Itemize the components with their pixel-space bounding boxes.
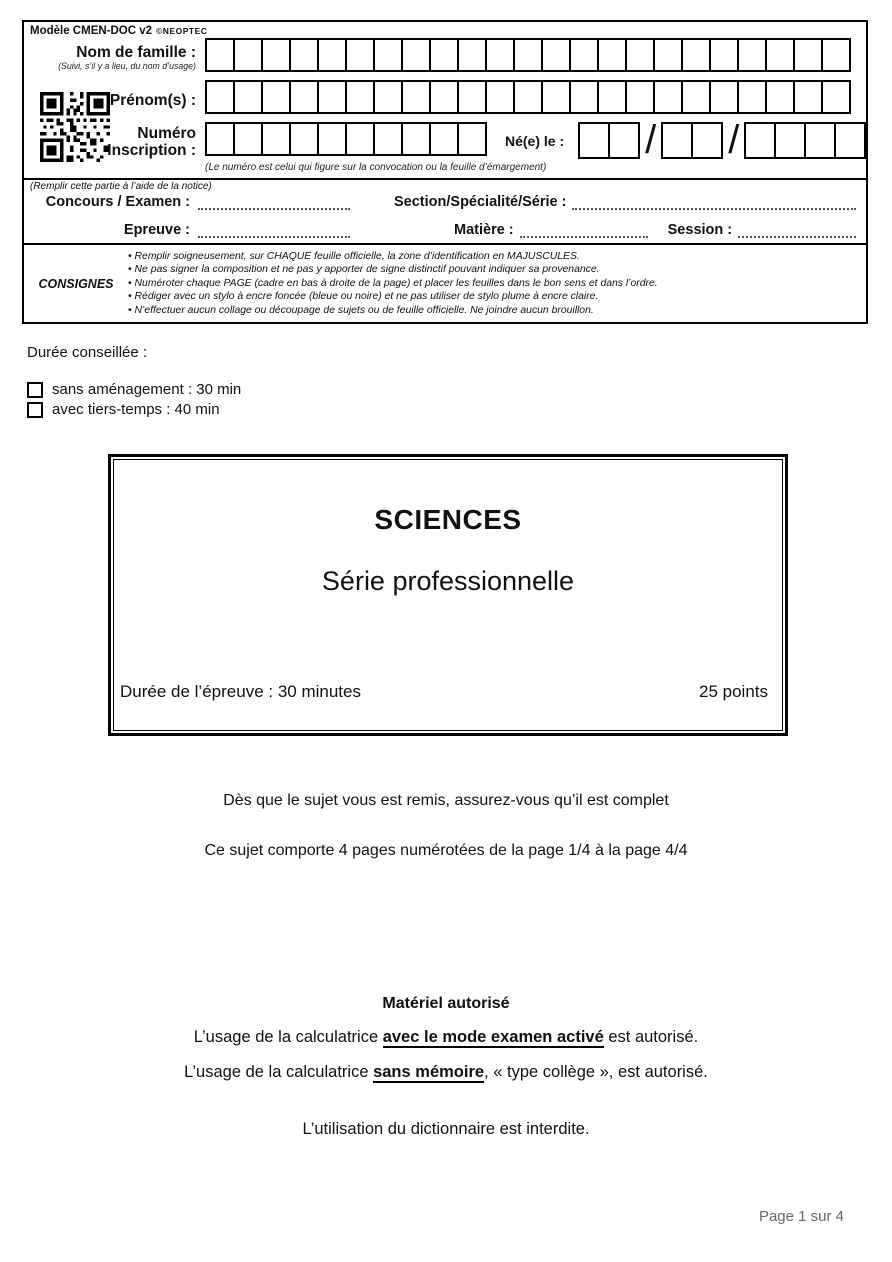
char-box[interactable] <box>821 38 851 72</box>
char-box[interactable] <box>569 38 599 72</box>
char-box[interactable] <box>261 80 291 114</box>
name-box-row <box>205 38 851 72</box>
dictionary-notice: L’utilisation du dictionnaire est interdite. <box>302 1120 590 1138</box>
consigne-item: • Remplir soigneusement, sur CHAQUE feuille officielle, la zone d’identification en MAJUSCULES. <box>128 250 860 263</box>
exam-duration: Durée de l’épreuve : 30 minutes <box>120 682 361 701</box>
form-model-label <box>30 25 207 37</box>
page-indicator: Page 1 sur 4 <box>758 1208 844 1225</box>
identity-section <box>22 20 868 180</box>
number-box-group <box>205 122 487 159</box>
char-box[interactable] <box>661 122 693 159</box>
consigne-item: • Numéroter chaque PAGE (cadre en bas à droite de la page) et placer les feuilles dans le bon sens et dans l’ordre. <box>128 277 860 290</box>
char-box[interactable] <box>429 80 459 114</box>
concours-field[interactable] <box>198 196 350 210</box>
char-box[interactable] <box>793 80 823 114</box>
matiere-field[interactable] <box>520 224 648 238</box>
char-box[interactable] <box>578 122 610 159</box>
char-box[interactable] <box>793 38 823 72</box>
firstname-label-block <box>24 92 196 109</box>
char-box[interactable] <box>765 80 795 114</box>
char-box[interactable] <box>457 122 487 156</box>
char-box[interactable] <box>401 122 431 156</box>
number-birth-row <box>205 118 866 162</box>
subject-box-inner <box>113 459 783 731</box>
checkbox-sans-amenagement[interactable] <box>27 382 43 398</box>
char-box[interactable] <box>401 80 431 114</box>
char-box[interactable] <box>233 38 263 72</box>
exam-info-section <box>22 178 868 245</box>
char-box[interactable] <box>709 38 739 72</box>
epreuve-field[interactable] <box>198 224 350 238</box>
char-box[interactable] <box>345 80 375 114</box>
materials-line1-pre: L’usage de la calculatrice <box>193 1028 383 1046</box>
consignes-label: CONSIGNES <box>38 276 114 291</box>
subject-title: SCIENCES <box>374 504 522 535</box>
char-box[interactable] <box>373 80 403 114</box>
birth-day-group <box>578 122 640 159</box>
notice-pages: Ce sujet comporte 4 pages numérotées de la page 1/4 à la page 4/4 <box>204 842 688 859</box>
subject-meta-row <box>114 682 782 730</box>
materials-line1-post: est autorisé. <box>603 1028 699 1046</box>
char-box[interactable] <box>289 122 319 156</box>
number-label-line2: Inscription : <box>107 142 196 160</box>
char-box[interactable] <box>737 38 767 72</box>
char-box[interactable] <box>774 122 806 159</box>
char-box[interactable] <box>401 38 431 72</box>
char-box[interactable] <box>373 122 403 156</box>
char-box[interactable] <box>345 38 375 72</box>
birth-month-group <box>661 122 723 159</box>
section-field[interactable] <box>572 196 856 210</box>
materials-line2-strong: sans mémoire <box>373 1063 485 1081</box>
epreuve-label: Epreuve : <box>123 222 190 238</box>
char-box[interactable] <box>289 80 319 114</box>
duration-option-2-label: avec tiers-temps : 40 min <box>52 401 220 418</box>
duration-title: Durée conseillée : <box>27 344 148 361</box>
firstname-label: Prénom(s) : <box>109 92 196 109</box>
form-model-name: Modèle CMEN-DOC v2 <box>30 25 153 37</box>
char-box[interactable] <box>317 80 347 114</box>
date-slash: / <box>645 118 657 162</box>
char-box[interactable] <box>744 122 776 159</box>
char-box[interactable] <box>541 38 571 72</box>
number-note: (Le numéro est celui qui figure sur la convocation ou la feuille d’émargement) <box>205 162 547 173</box>
birth-year-group <box>744 122 866 159</box>
fill-note: (Remplir cette partie à l’aide de la notice) <box>30 181 212 192</box>
born-label: Né(e) le : <box>505 132 565 149</box>
consigne-item: • Ne pas signer la composition et ne pas y apporter de signe distinctif pouvant indiquer sa provenance. <box>128 263 860 276</box>
char-box[interactable] <box>821 80 851 114</box>
matiere-label: Matière : <box>454 222 514 238</box>
char-box[interactable] <box>709 80 739 114</box>
char-box[interactable] <box>541 80 571 114</box>
materials-line-2 <box>0 1063 892 1082</box>
char-box[interactable] <box>608 122 640 159</box>
materials-line1-strong: avec le mode examen activé <box>382 1028 604 1046</box>
duration-option-2 <box>27 401 220 418</box>
session-field[interactable] <box>738 224 856 238</box>
section-label: Section/Spécialité/Série : <box>394 194 567 210</box>
char-box[interactable] <box>681 80 711 114</box>
date-slash: / <box>728 118 740 162</box>
form-model-brand: ©NEOPTEC <box>156 26 208 36</box>
char-box[interactable] <box>569 80 599 114</box>
char-box[interactable] <box>737 80 767 114</box>
materials-title: Matériel autorisé <box>382 995 510 1012</box>
char-box[interactable] <box>429 122 459 156</box>
duration-option-1 <box>27 381 241 398</box>
name-label: Nom de famille : <box>76 44 196 61</box>
char-box[interactable] <box>233 122 263 156</box>
char-box[interactable] <box>317 122 347 156</box>
char-box[interactable] <box>233 80 263 114</box>
char-box[interactable] <box>625 38 655 72</box>
char-box[interactable] <box>625 80 655 114</box>
char-box[interactable] <box>373 38 403 72</box>
number-label-block <box>24 125 196 160</box>
char-box[interactable] <box>513 80 543 114</box>
char-box[interactable] <box>457 38 487 72</box>
consigne-item: • N’effectuer aucun collage ou découpage de sujets ou de feuille officielle. Ne joindre aucun brouillon. <box>128 304 860 317</box>
checkbox-avec-tiers-temps[interactable] <box>27 402 43 418</box>
exam-points: 25 points <box>699 682 768 701</box>
materials-line-1 <box>0 1028 892 1047</box>
char-box[interactable] <box>804 122 836 159</box>
exam-row-2 <box>30 222 856 238</box>
char-box[interactable] <box>597 80 627 114</box>
subject-subtitle: Série professionnelle <box>321 566 575 596</box>
char-box[interactable] <box>205 38 235 72</box>
char-box[interactable] <box>485 38 515 72</box>
char-box[interactable] <box>485 80 515 114</box>
firstname-box-row <box>205 80 851 114</box>
char-box[interactable] <box>681 38 711 72</box>
char-box[interactable] <box>457 80 487 114</box>
identification-header <box>22 20 868 324</box>
char-box[interactable] <box>765 38 795 72</box>
name-label-block <box>24 44 196 71</box>
char-box[interactable] <box>597 38 627 72</box>
concours-label: Concours / Examen : <box>45 194 190 210</box>
char-box[interactable] <box>345 122 375 156</box>
notice-complete: Dès que le sujet vous est remis, assurez-vous qu’il est complet <box>223 792 669 809</box>
materials-line2-post: , « type collège », est autorisé. <box>484 1063 708 1081</box>
number-label-line1: Numéro <box>137 125 196 142</box>
consignes-list <box>128 250 866 317</box>
subject-box <box>108 454 788 736</box>
exam-row-1 <box>30 194 856 210</box>
name-sublabel: (Suivi, s’il y a lieu, du nom d’usage) <box>58 61 196 72</box>
char-box[interactable] <box>691 122 723 159</box>
char-box[interactable] <box>289 38 319 72</box>
char-box[interactable] <box>205 80 235 114</box>
char-box[interactable] <box>653 38 683 72</box>
session-label: Session : <box>667 222 733 238</box>
char-box[interactable] <box>317 38 347 72</box>
char-box[interactable] <box>261 122 291 156</box>
char-box[interactable] <box>205 122 235 156</box>
char-box[interactable] <box>653 80 683 114</box>
char-box[interactable] <box>834 122 866 159</box>
char-box[interactable] <box>513 38 543 72</box>
materials-line2-pre: L’usage de la calculatrice <box>184 1063 374 1081</box>
consignes-section <box>22 243 868 324</box>
consigne-item: • Rédiger avec un stylo à encre foncée (bleue ou noire) et ne pas utiliser de stylo plume à encre claire. <box>128 290 860 303</box>
char-box[interactable] <box>261 38 291 72</box>
char-box[interactable] <box>429 38 459 72</box>
duration-option-1-label: sans aménagement : 30 min <box>52 381 242 398</box>
